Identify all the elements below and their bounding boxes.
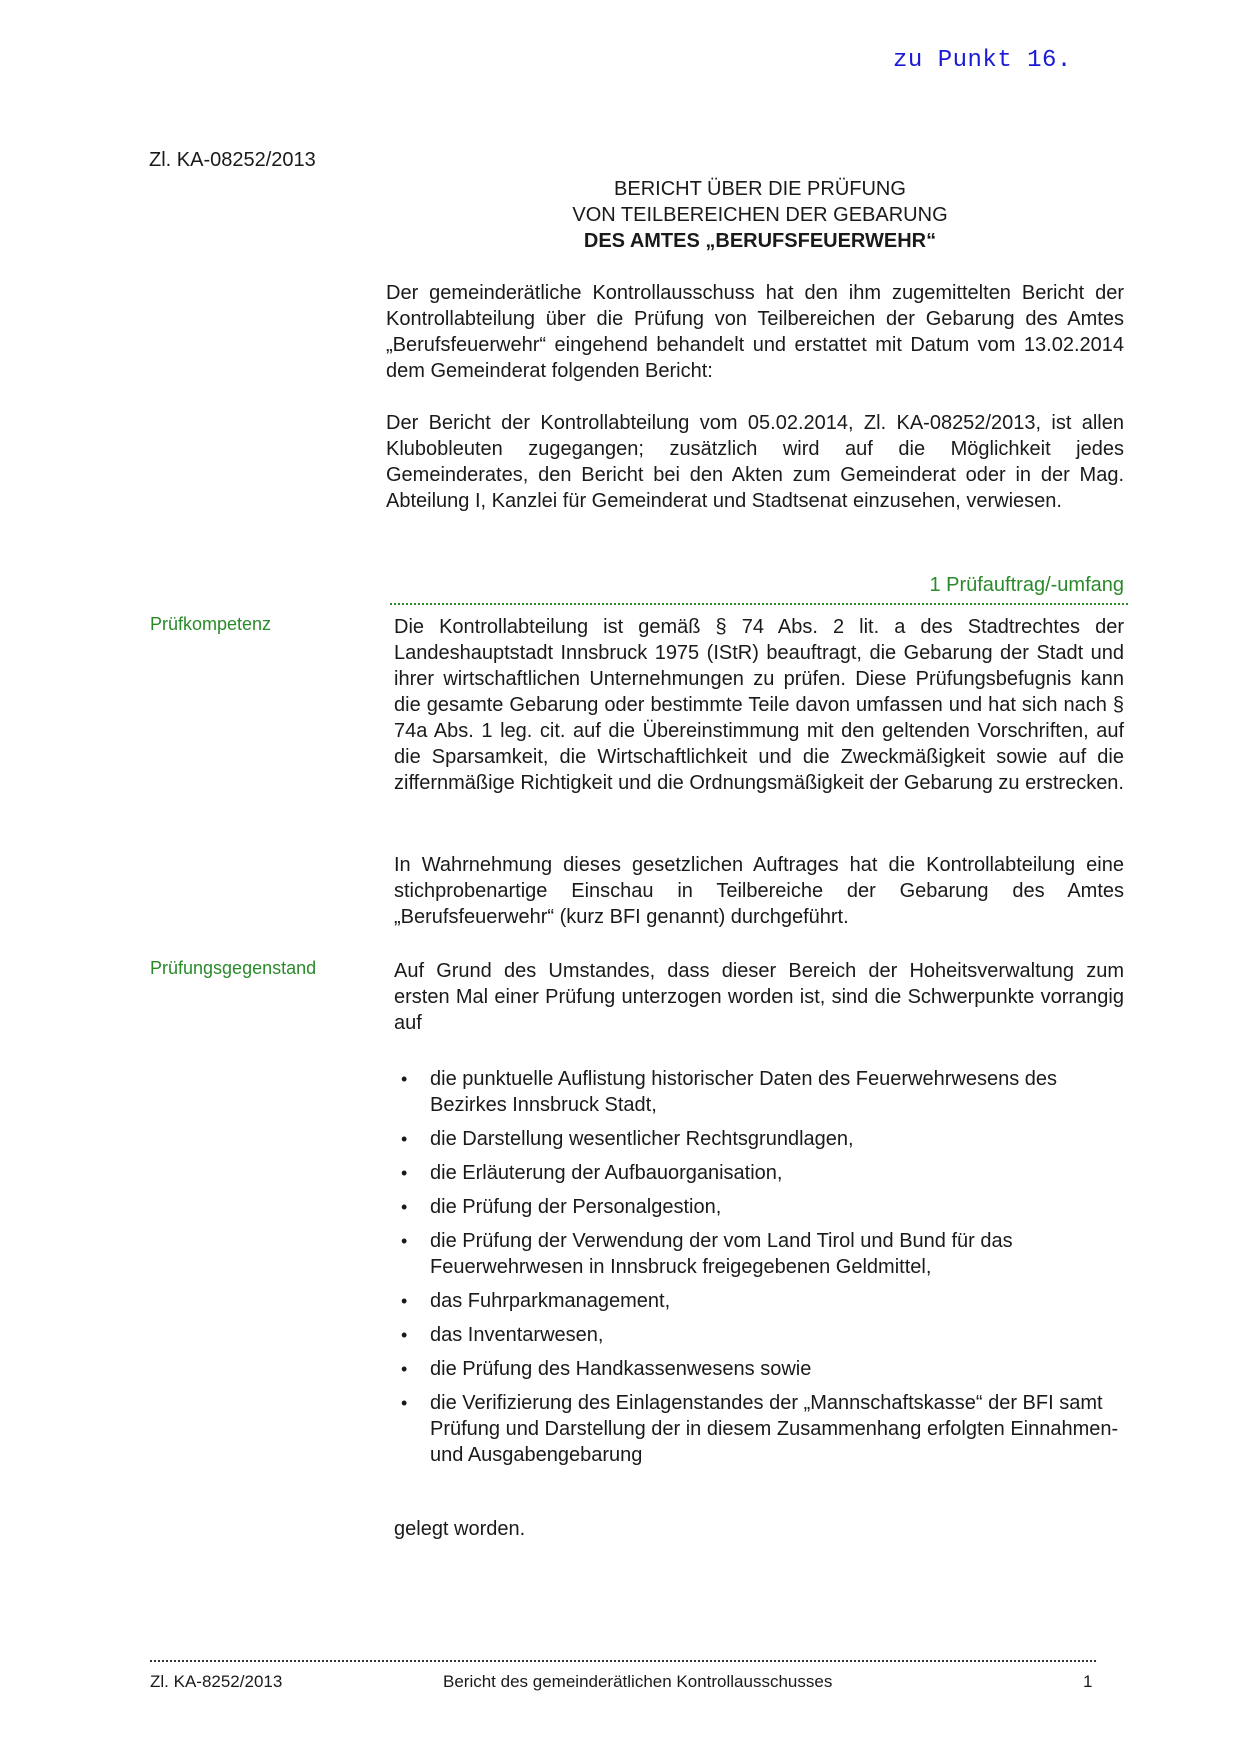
focus-list xyxy=(394,1066,1124,1476)
margin-note-pruefkompetenz: Prüfkompetenz xyxy=(150,614,272,634)
page-number: 1 xyxy=(1083,1672,1093,1691)
intro-paragraph-1: Der gemeinderätliche Kontrollausschuss hat den ihm zugemittelten Bericht der Kontrollabteilung über die Prüfung von Teilbereichen der Gebarung des Amtes „Berufsfeuerwehr“ eingehend behandelt und erstattet mit Datum vom 13.02.2014 dem Gemeinderat folgenden Bericht: xyxy=(386,282,1124,382)
list-item: • die Erläuterung der Aufbauorganisation, xyxy=(394,1160,1124,1186)
list-item: • die Prüfung des Handkassenwesens sowie xyxy=(394,1356,1124,1382)
intro-paragraph-2: Der Bericht der Kontrollabteilung vom 05.02.2014, Zl. KA-08252/2013, ist allen Klubobleuten zugegangen; zusätzlich wird auf die Möglichkeit jedes Gemeinderates, den Bericht bei den Akten zum Gemeinderat oder in der Mag. Abteilung I, Kanzlei für Gemeinderat und Stadtsenat einzusehen, verwiesen. xyxy=(386,412,1124,512)
list-item: • die Prüfung der Personalgestion, xyxy=(394,1194,1124,1220)
section-divider xyxy=(390,603,1128,605)
body-paragraph-2: In Wahrnehmung dieses gesetzlichen Auftrages hat die Kontrollabteilung eine stichprobenartige Einschau in Teilbereiche der Gebarung des Amtes „Berufsfeuerwehr“ (kurz BFI genannt) durchgeführt. xyxy=(394,854,1124,928)
title-line-2: VON TEILBEREICHEN DER GEBARUNG xyxy=(572,204,948,226)
list-item: • das Inventarwesen, xyxy=(394,1322,1124,1348)
list-item: • die punktuelle Auflistung historischer Daten des Feuerwehrwesens des Bezirkes Innsbruck Stadt, xyxy=(394,1066,1124,1118)
body-paragraph-1: Die Kontrollabteilung ist gemäß § 74 Abs. 2 lit. a des Stadtrechtes der Landeshauptstadt Innsbruck 1975 (IStR) beauftragt, die Gebarung der Stadt und ihrer wirtschaftlichen Unternehmungen zu prüfen. Diese Prüfungsbefugnis kann die gesamte Gebarung oder bestimmte Teile davon umfassen und hat sich nach § 74a Abs. 1 leg. cit. auf die Übereinstimmung mit den geltenden Vorschriften, auf die Sparsamkeit, die Wirtschaftlichkeit und die Zweckmäßigkeit sowie auf die ziffernmäßige Richtigkeit und die Ordnungsmäßigkeit der Gebarung zu erstrecken. xyxy=(394,616,1124,794)
list-item: • die Prüfung der Verwendung der vom Land Tirol und Bund für das Feuerwehrwesen in Innsbruck freigegebenen Geldmittel, xyxy=(394,1228,1124,1280)
list-item: • die Verifizierung des Einlagenstandes der „Mannschaftskasse“ der BFI samt Prüfung und Darstellung der in diesem Zusammenhang erfolgten Einnahmen- und Ausgabengebarung xyxy=(394,1390,1124,1468)
margin-note-pruefungsgegenstand: Prüfungsgegenstand xyxy=(150,958,317,978)
agenda-stamp: zu Punkt 16. xyxy=(893,47,1072,74)
footer-divider xyxy=(150,1660,1096,1662)
reference-number: Zl. KA-08252/2013 xyxy=(149,149,316,171)
footer-title: Bericht des gemeinderätlichen Kontrollausschusses xyxy=(443,1672,833,1691)
body-paragraph-3: Auf Grund des Umstandes, dass dieser Bereich der Hoheitsverwaltung zum ersten Mal einer Prüfung unterzogen worden ist, sind die Schwerpunkte vorrangig auf xyxy=(394,960,1124,1034)
title-line-1: BERICHT ÜBER DIE PRÜFUNG xyxy=(614,178,906,200)
report-title xyxy=(520,176,1000,254)
list-item: • das Fuhrparkmanagement, xyxy=(394,1288,1124,1314)
footer-reference: Zl. KA-8252/2013 xyxy=(150,1672,283,1691)
title-line-3: DES AMTES „BERUFSFEUERWEHR“ xyxy=(583,230,937,252)
closing-text: gelegt worden. xyxy=(394,1518,526,1540)
list-item: • die Darstellung wesentlicher Rechtsgrundlagen, xyxy=(394,1126,1124,1152)
section-heading: 1 Prüfauftrag/-umfang xyxy=(929,574,1124,596)
